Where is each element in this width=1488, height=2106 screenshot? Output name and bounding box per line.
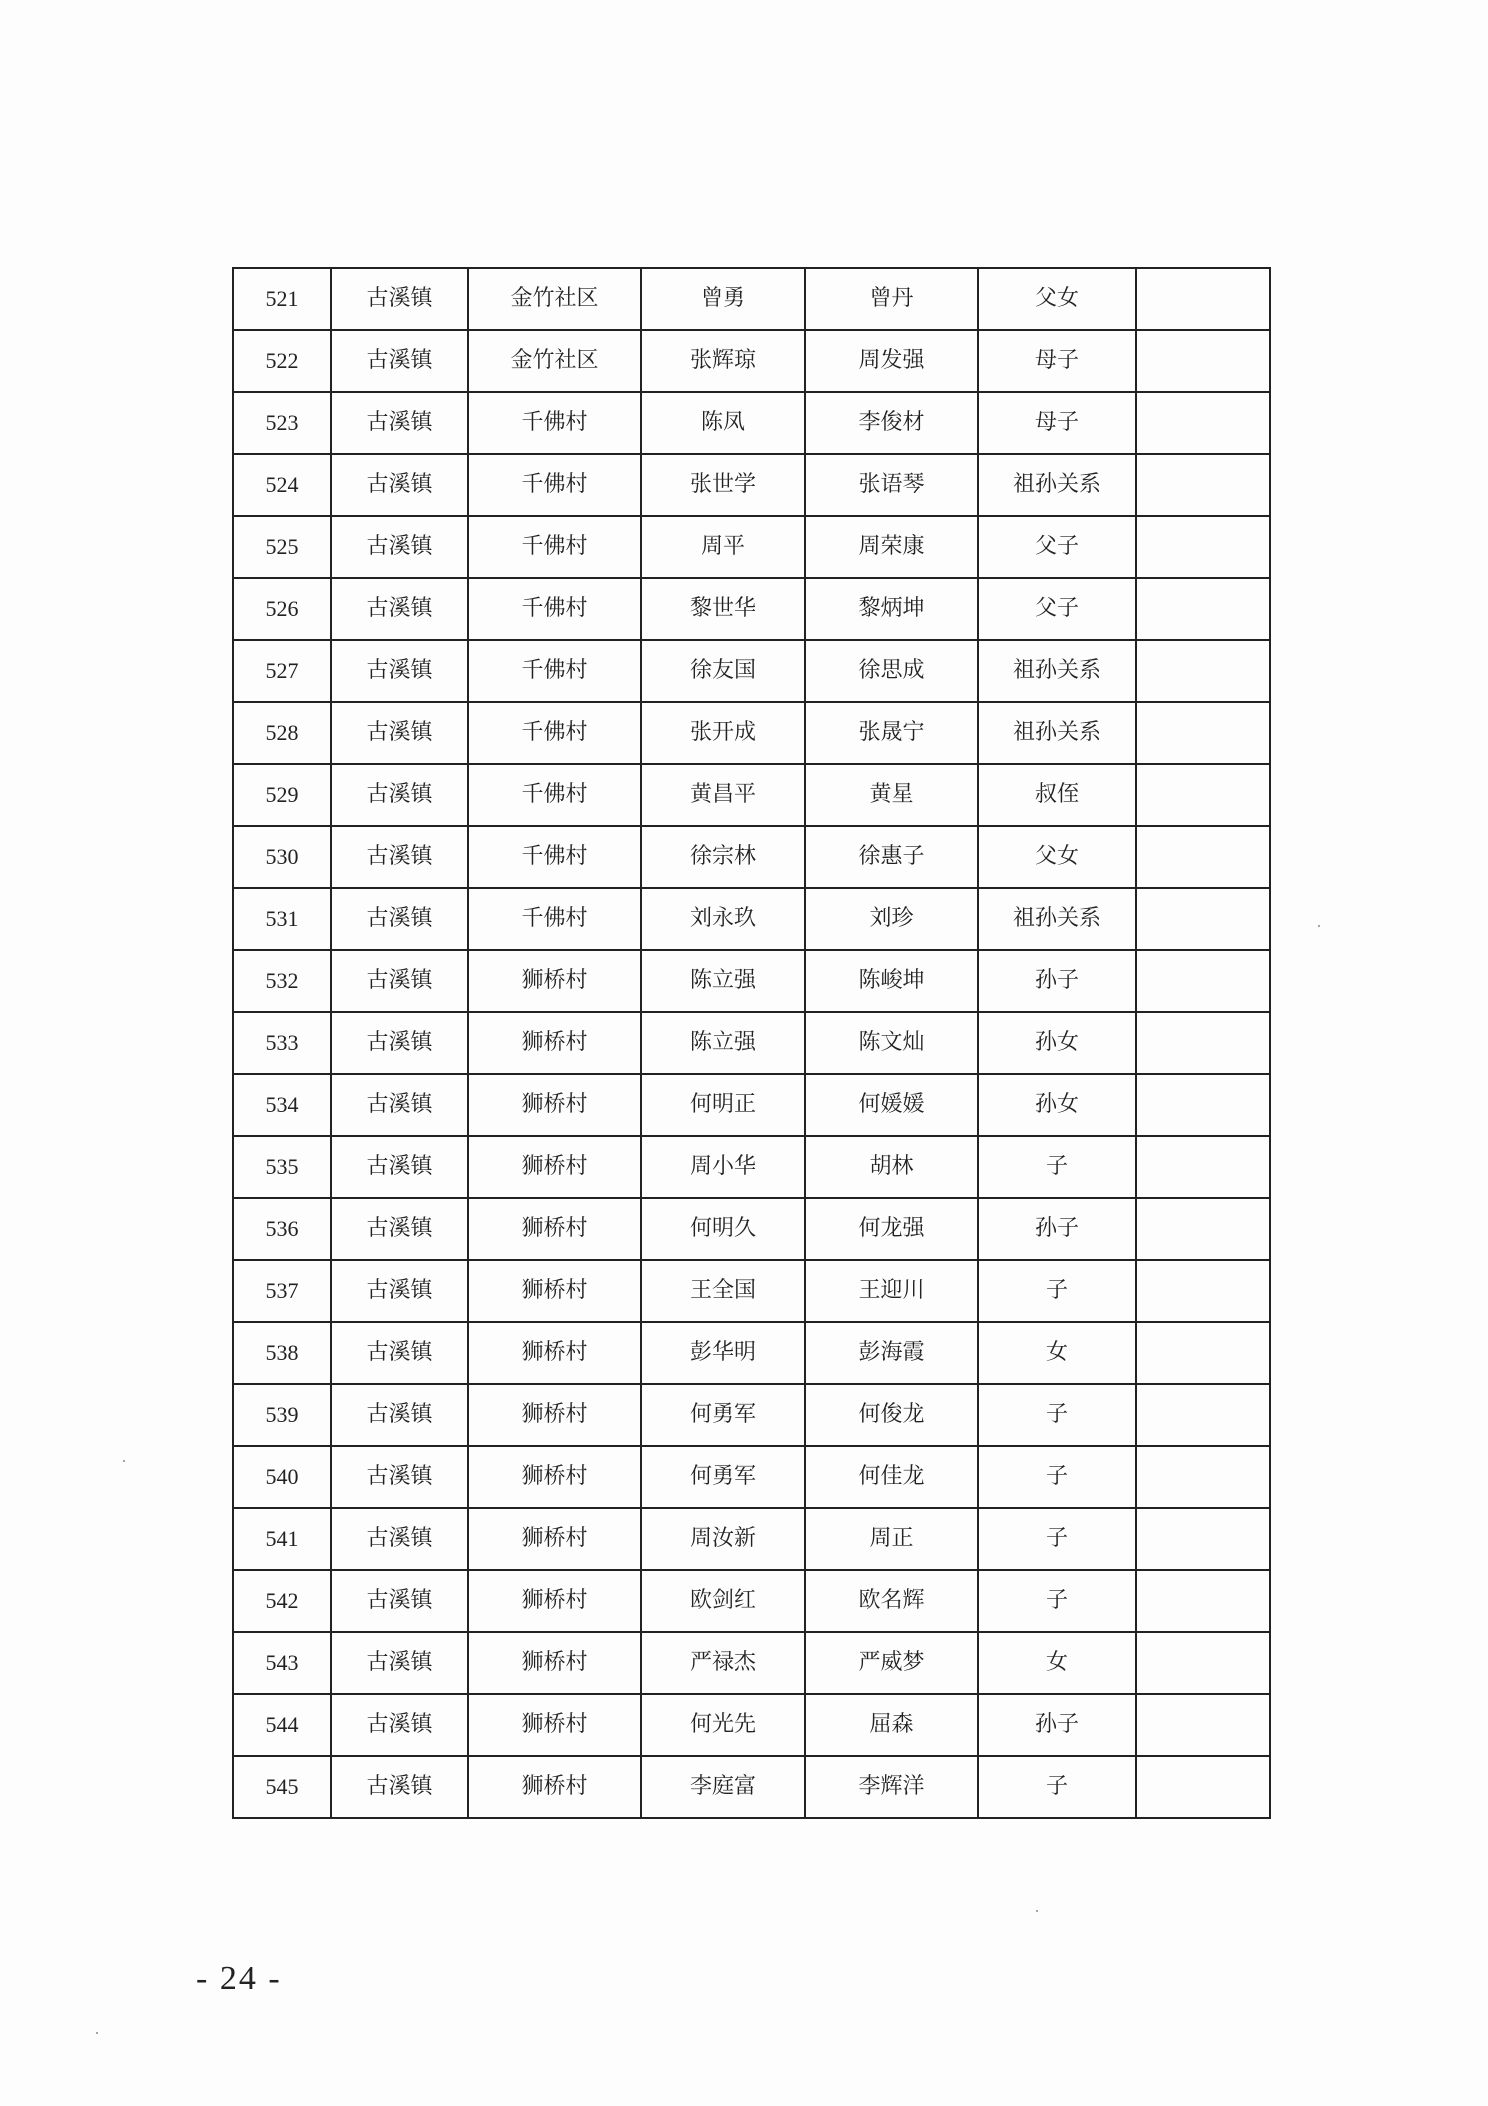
cell-note bbox=[1136, 330, 1270, 392]
cell-person: 周平 bbox=[641, 516, 805, 578]
roster-table-body bbox=[233, 268, 1270, 1818]
cell-note bbox=[1136, 1694, 1270, 1756]
table-row bbox=[233, 1570, 1270, 1632]
cell-number: 530 bbox=[233, 826, 331, 888]
cell-number: 535 bbox=[233, 1136, 331, 1198]
cell-relation: 女 bbox=[978, 1632, 1136, 1694]
cell-village: 狮桥村 bbox=[468, 1570, 641, 1632]
cell-town: 古溪镇 bbox=[331, 640, 468, 702]
cell-person: 张世学 bbox=[641, 454, 805, 516]
cell-number: 537 bbox=[233, 1260, 331, 1322]
cell-note bbox=[1136, 950, 1270, 1012]
cell-relation: 父女 bbox=[978, 268, 1136, 330]
cell-town: 古溪镇 bbox=[331, 516, 468, 578]
table-row bbox=[233, 1694, 1270, 1756]
page-number: - 24 - bbox=[196, 1960, 282, 1997]
cell-relative: 黄星 bbox=[805, 764, 978, 826]
cell-note bbox=[1136, 1074, 1270, 1136]
cell-relation: 祖孙关系 bbox=[978, 888, 1136, 950]
cell-village: 千佛村 bbox=[468, 640, 641, 702]
cell-village: 狮桥村 bbox=[468, 1694, 641, 1756]
cell-note bbox=[1136, 516, 1270, 578]
cell-relative: 刘珍 bbox=[805, 888, 978, 950]
cell-town: 古溪镇 bbox=[331, 888, 468, 950]
cell-relative: 屈森 bbox=[805, 1694, 978, 1756]
cell-number: 538 bbox=[233, 1322, 331, 1384]
cell-note bbox=[1136, 1632, 1270, 1694]
cell-town: 古溪镇 bbox=[331, 330, 468, 392]
cell-number: 539 bbox=[233, 1384, 331, 1446]
scan-speck bbox=[1318, 925, 1320, 927]
cell-note bbox=[1136, 1570, 1270, 1632]
cell-town: 古溪镇 bbox=[331, 454, 468, 516]
cell-relative: 黎炳坤 bbox=[805, 578, 978, 640]
cell-town: 古溪镇 bbox=[331, 578, 468, 640]
cell-relative: 欧名辉 bbox=[805, 1570, 978, 1632]
cell-village: 千佛村 bbox=[468, 578, 641, 640]
cell-relation: 母子 bbox=[978, 392, 1136, 454]
table-row bbox=[233, 516, 1270, 578]
cell-person: 陈立强 bbox=[641, 950, 805, 1012]
scan-speck bbox=[1036, 1910, 1038, 1912]
cell-village: 狮桥村 bbox=[468, 1446, 641, 1508]
cell-town: 古溪镇 bbox=[331, 1074, 468, 1136]
cell-relation: 祖孙关系 bbox=[978, 454, 1136, 516]
cell-person: 周汝新 bbox=[641, 1508, 805, 1570]
cell-note bbox=[1136, 826, 1270, 888]
cell-relative: 胡林 bbox=[805, 1136, 978, 1198]
cell-relative: 何媛媛 bbox=[805, 1074, 978, 1136]
cell-town: 古溪镇 bbox=[331, 1570, 468, 1632]
cell-person: 徐友国 bbox=[641, 640, 805, 702]
cell-note bbox=[1136, 1384, 1270, 1446]
cell-town: 古溪镇 bbox=[331, 392, 468, 454]
cell-town: 古溪镇 bbox=[331, 764, 468, 826]
cell-relation: 孙子 bbox=[978, 950, 1136, 1012]
cell-village: 千佛村 bbox=[468, 888, 641, 950]
cell-number: 522 bbox=[233, 330, 331, 392]
cell-number: 525 bbox=[233, 516, 331, 578]
cell-number: 543 bbox=[233, 1632, 331, 1694]
cell-relation: 叔侄 bbox=[978, 764, 1136, 826]
cell-number: 521 bbox=[233, 268, 331, 330]
cell-relative: 周荣康 bbox=[805, 516, 978, 578]
cell-relation: 子 bbox=[978, 1136, 1136, 1198]
cell-person: 陈凤 bbox=[641, 392, 805, 454]
cell-person: 何光先 bbox=[641, 1694, 805, 1756]
cell-note bbox=[1136, 392, 1270, 454]
cell-number: 527 bbox=[233, 640, 331, 702]
cell-note bbox=[1136, 1756, 1270, 1818]
table-row bbox=[233, 826, 1270, 888]
cell-town: 古溪镇 bbox=[331, 1012, 468, 1074]
table-row bbox=[233, 640, 1270, 702]
table-row bbox=[233, 950, 1270, 1012]
table-row bbox=[233, 1074, 1270, 1136]
table-row bbox=[233, 1136, 1270, 1198]
cell-relative: 何俊龙 bbox=[805, 1384, 978, 1446]
table-row bbox=[233, 1384, 1270, 1446]
cell-town: 古溪镇 bbox=[331, 1384, 468, 1446]
cell-note bbox=[1136, 1322, 1270, 1384]
cell-number: 533 bbox=[233, 1012, 331, 1074]
cell-relation: 子 bbox=[978, 1260, 1136, 1322]
cell-relative: 徐思成 bbox=[805, 640, 978, 702]
cell-person: 黄昌平 bbox=[641, 764, 805, 826]
table-row bbox=[233, 268, 1270, 330]
cell-town: 古溪镇 bbox=[331, 702, 468, 764]
cell-town: 古溪镇 bbox=[331, 1756, 468, 1818]
cell-person: 何勇军 bbox=[641, 1384, 805, 1446]
cell-village: 狮桥村 bbox=[468, 1384, 641, 1446]
cell-relation: 孙子 bbox=[978, 1198, 1136, 1260]
cell-relation: 母子 bbox=[978, 330, 1136, 392]
cell-number: 529 bbox=[233, 764, 331, 826]
cell-note bbox=[1136, 1136, 1270, 1198]
table-row bbox=[233, 1012, 1270, 1074]
cell-number: 536 bbox=[233, 1198, 331, 1260]
table-row bbox=[233, 702, 1270, 764]
cell-relative: 何佳龙 bbox=[805, 1446, 978, 1508]
cell-relation: 子 bbox=[978, 1570, 1136, 1632]
cell-person: 周小华 bbox=[641, 1136, 805, 1198]
cell-relative: 张晟宁 bbox=[805, 702, 978, 764]
cell-village: 千佛村 bbox=[468, 516, 641, 578]
cell-town: 古溪镇 bbox=[331, 1446, 468, 1508]
cell-person: 刘永玖 bbox=[641, 888, 805, 950]
cell-number: 534 bbox=[233, 1074, 331, 1136]
cell-person: 何明久 bbox=[641, 1198, 805, 1260]
table-row bbox=[233, 1260, 1270, 1322]
cell-town: 古溪镇 bbox=[331, 1198, 468, 1260]
cell-note bbox=[1136, 1198, 1270, 1260]
cell-village: 千佛村 bbox=[468, 454, 641, 516]
cell-village: 狮桥村 bbox=[468, 1012, 641, 1074]
cell-number: 524 bbox=[233, 454, 331, 516]
cell-person: 黎世华 bbox=[641, 578, 805, 640]
cell-relation: 父子 bbox=[978, 516, 1136, 578]
cell-town: 古溪镇 bbox=[331, 950, 468, 1012]
cell-relative: 彭海霞 bbox=[805, 1322, 978, 1384]
cell-note bbox=[1136, 702, 1270, 764]
cell-relation: 祖孙关系 bbox=[978, 702, 1136, 764]
cell-person: 徐宗林 bbox=[641, 826, 805, 888]
cell-village: 狮桥村 bbox=[468, 1756, 641, 1818]
cell-person: 王全国 bbox=[641, 1260, 805, 1322]
cell-relative: 何龙强 bbox=[805, 1198, 978, 1260]
table-row bbox=[233, 454, 1270, 516]
cell-relative: 张语琴 bbox=[805, 454, 978, 516]
cell-village: 金竹社区 bbox=[468, 268, 641, 330]
cell-note bbox=[1136, 764, 1270, 826]
cell-number: 532 bbox=[233, 950, 331, 1012]
cell-village: 千佛村 bbox=[468, 392, 641, 454]
cell-relative: 王迎川 bbox=[805, 1260, 978, 1322]
cell-number: 528 bbox=[233, 702, 331, 764]
table-row bbox=[233, 1198, 1270, 1260]
cell-relation: 孙子 bbox=[978, 1694, 1136, 1756]
cell-person: 何明正 bbox=[641, 1074, 805, 1136]
cell-relative: 李辉洋 bbox=[805, 1756, 978, 1818]
cell-note bbox=[1136, 888, 1270, 950]
cell-number: 544 bbox=[233, 1694, 331, 1756]
cell-relative: 徐惠子 bbox=[805, 826, 978, 888]
cell-town: 古溪镇 bbox=[331, 1136, 468, 1198]
cell-village: 千佛村 bbox=[468, 764, 641, 826]
table-row bbox=[233, 1446, 1270, 1508]
cell-relation: 父女 bbox=[978, 826, 1136, 888]
cell-village: 狮桥村 bbox=[468, 1074, 641, 1136]
cell-relation: 祖孙关系 bbox=[978, 640, 1136, 702]
cell-note bbox=[1136, 1508, 1270, 1570]
cell-village: 千佛村 bbox=[468, 702, 641, 764]
cell-town: 古溪镇 bbox=[331, 1322, 468, 1384]
table-row bbox=[233, 578, 1270, 640]
cell-person: 彭华明 bbox=[641, 1322, 805, 1384]
table-row bbox=[233, 1756, 1270, 1818]
cell-person: 欧剑红 bbox=[641, 1570, 805, 1632]
cell-town: 古溪镇 bbox=[331, 826, 468, 888]
table-row bbox=[233, 392, 1270, 454]
cell-relation: 子 bbox=[978, 1508, 1136, 1570]
cell-village: 金竹社区 bbox=[468, 330, 641, 392]
cell-number: 542 bbox=[233, 1570, 331, 1632]
cell-relation: 女 bbox=[978, 1322, 1136, 1384]
cell-relation: 子 bbox=[978, 1384, 1136, 1446]
cell-note bbox=[1136, 640, 1270, 702]
cell-relation: 父子 bbox=[978, 578, 1136, 640]
cell-note bbox=[1136, 578, 1270, 640]
cell-number: 545 bbox=[233, 1756, 331, 1818]
cell-note bbox=[1136, 1260, 1270, 1322]
cell-relative: 陈文灿 bbox=[805, 1012, 978, 1074]
cell-village: 狮桥村 bbox=[468, 1632, 641, 1694]
cell-village: 狮桥村 bbox=[468, 1260, 641, 1322]
cell-note bbox=[1136, 454, 1270, 516]
cell-number: 526 bbox=[233, 578, 331, 640]
cell-relative: 李俊材 bbox=[805, 392, 978, 454]
cell-person: 张辉琼 bbox=[641, 330, 805, 392]
roster-table bbox=[232, 267, 1271, 1819]
cell-relation: 孙女 bbox=[978, 1012, 1136, 1074]
cell-relative: 周正 bbox=[805, 1508, 978, 1570]
cell-village: 狮桥村 bbox=[468, 1322, 641, 1384]
cell-village: 狮桥村 bbox=[468, 1198, 641, 1260]
cell-town: 古溪镇 bbox=[331, 1632, 468, 1694]
cell-person: 曾勇 bbox=[641, 268, 805, 330]
cell-note bbox=[1136, 268, 1270, 330]
cell-relative: 严威梦 bbox=[805, 1632, 978, 1694]
cell-village: 狮桥村 bbox=[468, 1136, 641, 1198]
table-row bbox=[233, 1508, 1270, 1570]
table-row bbox=[233, 1322, 1270, 1384]
cell-number: 540 bbox=[233, 1446, 331, 1508]
table-row bbox=[233, 1632, 1270, 1694]
cell-person: 何勇军 bbox=[641, 1446, 805, 1508]
cell-village: 狮桥村 bbox=[468, 1508, 641, 1570]
cell-number: 531 bbox=[233, 888, 331, 950]
cell-number: 541 bbox=[233, 1508, 331, 1570]
cell-village: 狮桥村 bbox=[468, 950, 641, 1012]
cell-town: 古溪镇 bbox=[331, 268, 468, 330]
scan-speck bbox=[96, 2032, 98, 2034]
cell-relative: 陈峻坤 bbox=[805, 950, 978, 1012]
cell-relative: 曾丹 bbox=[805, 268, 978, 330]
cell-village: 千佛村 bbox=[468, 826, 641, 888]
table-row bbox=[233, 764, 1270, 826]
cell-town: 古溪镇 bbox=[331, 1508, 468, 1570]
cell-town: 古溪镇 bbox=[331, 1260, 468, 1322]
cell-number: 523 bbox=[233, 392, 331, 454]
table-row bbox=[233, 330, 1270, 392]
scan-speck bbox=[123, 1460, 125, 1462]
cell-note bbox=[1136, 1012, 1270, 1074]
cell-town: 古溪镇 bbox=[331, 1694, 468, 1756]
cell-note bbox=[1136, 1446, 1270, 1508]
cell-relation: 孙女 bbox=[978, 1074, 1136, 1136]
cell-relative: 周发强 bbox=[805, 330, 978, 392]
cell-person: 张开成 bbox=[641, 702, 805, 764]
cell-person: 李庭富 bbox=[641, 1756, 805, 1818]
table-row bbox=[233, 888, 1270, 950]
cell-person: 陈立强 bbox=[641, 1012, 805, 1074]
cell-relation: 子 bbox=[978, 1446, 1136, 1508]
cell-person: 严禄杰 bbox=[641, 1632, 805, 1694]
cell-relation: 子 bbox=[978, 1756, 1136, 1818]
